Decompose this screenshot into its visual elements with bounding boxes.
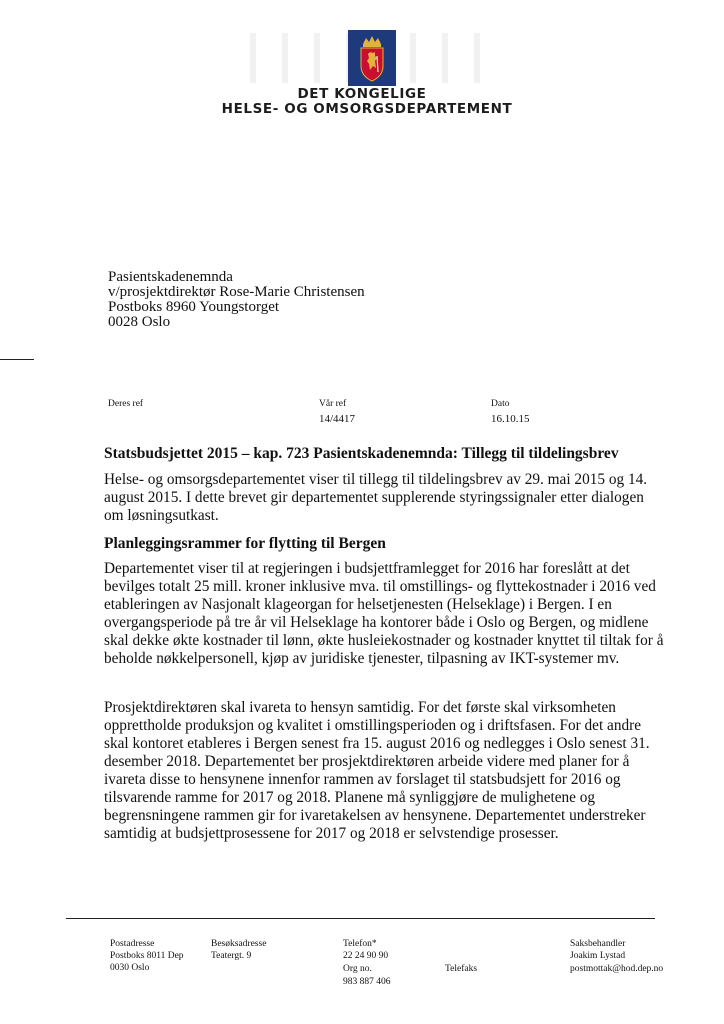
postadresse-line1: Postboks 8011 Dep <box>110 951 184 961</box>
recipient-line-1: Pasientskadenemnda <box>108 269 233 285</box>
var-ref-value: 14/4417 <box>319 413 356 425</box>
var-ref-label: Vår ref <box>319 399 347 409</box>
paragraph-director-tasks: Prosjektdirektøren skal ivareta to hensyn samtidig. For det første skal virksomheten opprettholde produksjon og kvalitet i omstillingsperioden og i driftsfasen. For det andre skal kontoret etableres i Bergen senest fra 15. august 2016 og nedlegges i Oslo senest 31. desember 2018. Departementet ber prosjektdirektøren arbeide videre med planer for å ivareta disse to hensynene innenfor rammen av forslaget til statsbudsjett for 2016 og tilsvarende ramme for 2017 og 2018. Planene må synliggjøre de mulighetene og begrensningene rammen gir for ivaretakelsen av hensynene. Departementet understreker samtidig at budsjettprosessene for 2017 og 2018 er selvstendige prosesser. <box>104 699 650 842</box>
recipient-line-4: 0028 Oslo <box>108 314 171 330</box>
telefon-value: 22 24 90 90 <box>343 951 389 961</box>
besoksadresse-label: Besøksadresse <box>211 939 267 949</box>
ministry-name-line2: HELSE- OG OMSORGSDEPARTEMENT <box>221 101 513 117</box>
telefaks-label: Telefaks <box>445 964 478 974</box>
postadresse-label: Postadresse <box>110 939 155 949</box>
section-heading: Planleggingsrammer for flytting til Bergen <box>104 535 386 552</box>
telefon-label: Telefon* <box>343 939 377 949</box>
intro-paragraph: Helse- og omsorgsdepartementet viser til tillegg til tildelingsbrev av 29. mai 2015 og 14. august 2015. I dette brevet gir departementet supplerende styringssignaler etter dialogen om løsningsutkast. <box>104 471 648 524</box>
footer-divider <box>66 918 655 919</box>
norwegian-royal-coat-of-arms-icon <box>348 30 396 86</box>
dato-value: 16.10.15 <box>491 413 530 425</box>
orgno-value: 983 887 406 <box>343 977 391 987</box>
recipient-line-3: Postboks 8960 Youngstorget <box>108 299 280 315</box>
besoksadresse-line1: Teatergt. 9 <box>211 951 252 961</box>
letter-title: Statsbudsjettet 2015 – kap. 723 Pasientskadenemnda: Tillegg til tildelingsbrev <box>104 445 619 462</box>
fold-mark <box>0 359 34 360</box>
saksbehandler-name: Joakim Lystad <box>570 951 626 961</box>
orgno-label: Org no. <box>343 964 372 974</box>
ministry-name-line1: DET KONGELIGE <box>297 86 427 102</box>
dato-label: Dato <box>491 399 510 409</box>
postadresse-line2: 0030 Oslo <box>110 963 150 973</box>
recipient-line-2: v/prosjektdirektør Rose-Marie Christensen <box>108 284 365 300</box>
paragraph-funding: Departementet viser til at regjeringen i budsjettframlegget for 2016 har foreslått at det bevilges totalt 25 mill. kroner inklusive mva. til omstillings- og flyttekostnader i 2016 ved etableringen av Nasjonalt klageorgan for helsetjenesten (Helseklage) i Bergen. I en overgangsperiode på tre år vil Helseklage ha kontorer både i Oslo og Bergen, og midlene skal dekke økte kostnader til lønn, økte husleiekostnader og kostnader knyttet til tiltak for å beholde nøkkelpersonell, kjøp av juridiske tjenester, tilpasning av IKT-systemer mv. <box>104 560 664 667</box>
contact-email: postmottak@hod.dep.no <box>570 964 664 974</box>
deres-ref-label: Deres ref <box>108 399 144 409</box>
saksbehandler-label: Saksbehandler <box>570 939 626 949</box>
